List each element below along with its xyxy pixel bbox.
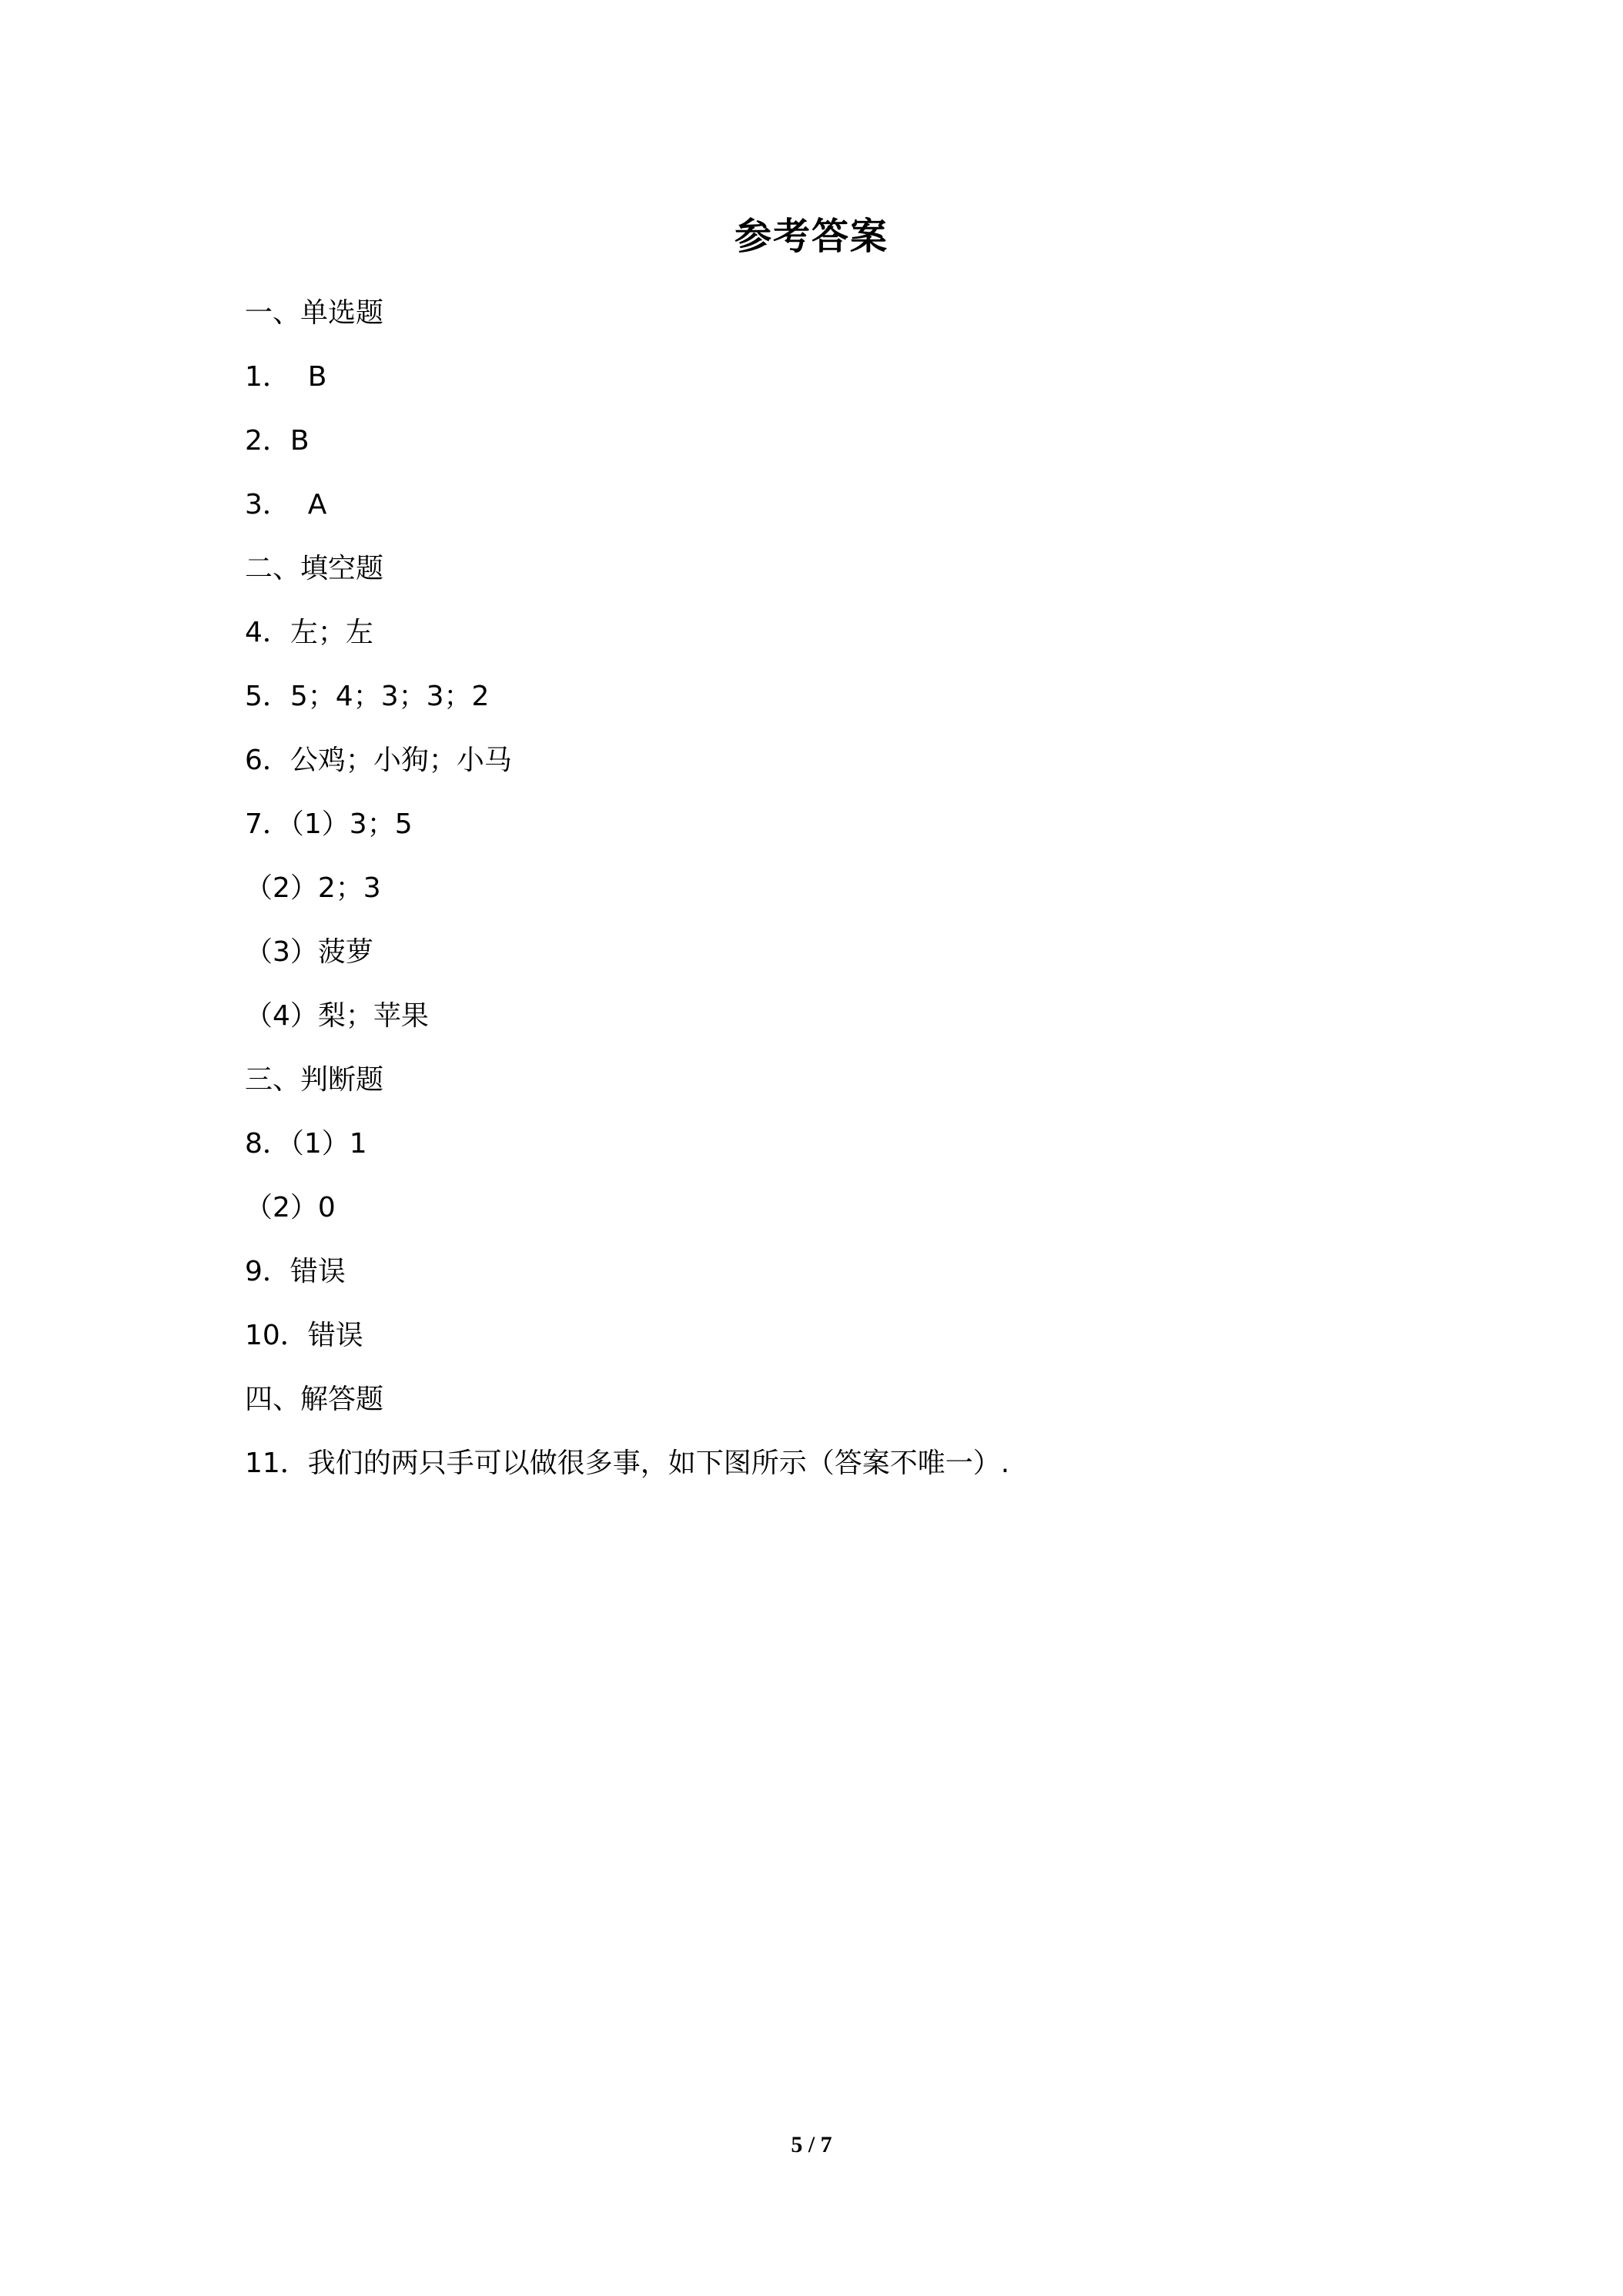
answer-line-11: 11．我们的两只手可以做很多事，如下图所示（答案不唯一）. xyxy=(245,1448,1010,1479)
answer-line-5: 5．5；4；3；3；2 xyxy=(245,681,490,712)
answer-line-2: 2．B xyxy=(245,425,310,457)
answer-line-3: 3． A xyxy=(245,489,327,520)
answer-list xyxy=(245,290,1009,1504)
page-number: 5 / 7 xyxy=(791,2132,832,2157)
answer-line-8-part-1: 8．（1）1 xyxy=(245,1128,367,1160)
answer-line-7-part-1: 7．（1）3；5 xyxy=(245,808,413,840)
answer-line-7-part-4: （4）梨；苹果 xyxy=(245,1000,429,1032)
answer-line-9: 9．错误 xyxy=(245,1256,346,1287)
page-title: 参考答案 xyxy=(734,215,888,258)
answer-line-8-part-2: （2）0 xyxy=(245,1192,336,1223)
section-heading-single-choice: 一、单选题 xyxy=(245,297,384,329)
answer-line-7-part-2: （2）2；3 xyxy=(245,872,381,904)
section-heading-fill-blank: 二、填空题 xyxy=(245,553,384,584)
section-heading-solution: 四、解答题 xyxy=(245,1384,384,1415)
answer-line-10: 10．错误 xyxy=(245,1320,363,1351)
answer-line-6: 6．公鸡；小狗；小马 xyxy=(245,745,512,776)
answer-line-1: 1． B xyxy=(245,361,327,393)
answer-line-7-part-3: （3）菠萝 xyxy=(245,936,373,968)
answer-line-4: 4．左；左 xyxy=(245,617,373,648)
section-heading-true-false: 三、判断题 xyxy=(245,1064,384,1096)
